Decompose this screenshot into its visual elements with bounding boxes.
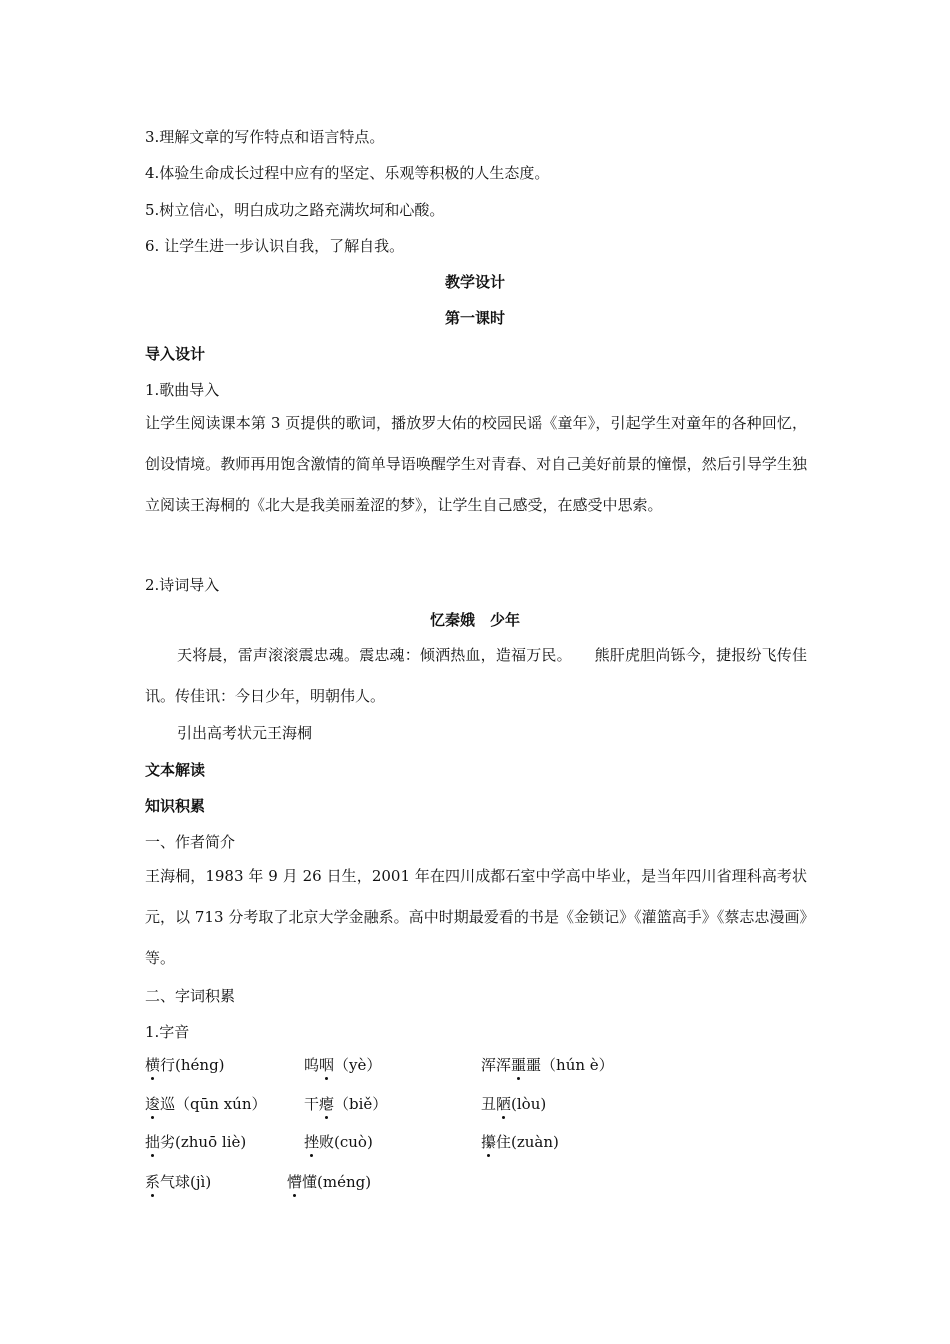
- objective-3: 3.理解文章的写作特点和语言特点。: [145, 128, 385, 146]
- author-title: 一、作者简介: [145, 833, 236, 851]
- vocab-item: 浑浑噩噩（hún è）: [481, 1056, 614, 1074]
- section-text-reading: 文本解读: [145, 761, 206, 779]
- vocab-item: 系气球(jì): [145, 1173, 212, 1191]
- heading-first-lesson: 第一课时: [444, 309, 505, 327]
- song-intro-paragraph: 让学生阅读课本第 3 页提供的歌词，播放罗大佑的校园民谣《童年》，引起学生对童年的各种回忆，创设情境。教师再用饱含激情的简单导语唤醒学生对青春、对自己美好前景的憧憬，然后引导学生独立阅读王海桐的《北大是我美丽羞涩的梦》，让学生自己感受，在感受中思索。: [145, 414, 807, 514]
- section-knowledge: 知识积累: [145, 797, 206, 815]
- vocab-item: 干瘪（biě）: [304, 1095, 388, 1113]
- vocab-item: 逡巡（qūn xún）: [145, 1095, 267, 1113]
- heading-teaching-design: 教学设计: [444, 273, 505, 291]
- objective-6: 6. 让学生进一步认识自我，了解自我。: [145, 237, 405, 255]
- vocab-item: 懵懂(méng): [287, 1173, 372, 1191]
- objective-4: 4.体验生命成长过程中应有的坚定、乐观等积极的人生态度。: [145, 164, 550, 182]
- objective-5: 5.树立信心，明白成功之路充满坎坷和心酸。: [145, 201, 445, 219]
- song-intro-title: 1.歌曲导入: [145, 381, 220, 399]
- vocab-item: 丑陋(lòu): [481, 1095, 547, 1113]
- poem-title: 忆秦娥 少年: [429, 611, 520, 629]
- section-intro-design: 导入设计: [145, 345, 206, 363]
- author-paragraph: 王海桐，1983 年 9 月 26 日生，2001 年在四川成都石室中学高中毕业，是当年四川省理科高考状元，以 713 分考取了北京大学金融系。高中时期最爱看的书是《金锁记》《灌篮高手》《蔡志忠漫画》等。: [145, 867, 807, 967]
- poem-intro-title: 2.诗词导入: [145, 576, 220, 594]
- vocab-item: 挫败(cuò): [304, 1133, 373, 1151]
- vocab-title: 二、字词积累: [145, 987, 236, 1005]
- pronunciation-title: 1.字音: [145, 1023, 190, 1041]
- vocab-item: 攥住(zuàn): [481, 1133, 559, 1151]
- poem-lead: 引出高考状元王海桐: [177, 724, 313, 742]
- vocab-item: 拙劣(zhuō liè): [145, 1133, 247, 1151]
- vocab-item: 横行(héng): [145, 1056, 225, 1074]
- vocab-item: 呜咽（yè）: [304, 1056, 382, 1074]
- poem-text: 天将晨，雷声滚滚震忠魂。震忠魂：倾洒热血，造福万民。 熊肝虎胆尚铄今，捷报纷飞传佳讯。传佳讯：今日少年，明朝伟人。: [145, 646, 807, 705]
